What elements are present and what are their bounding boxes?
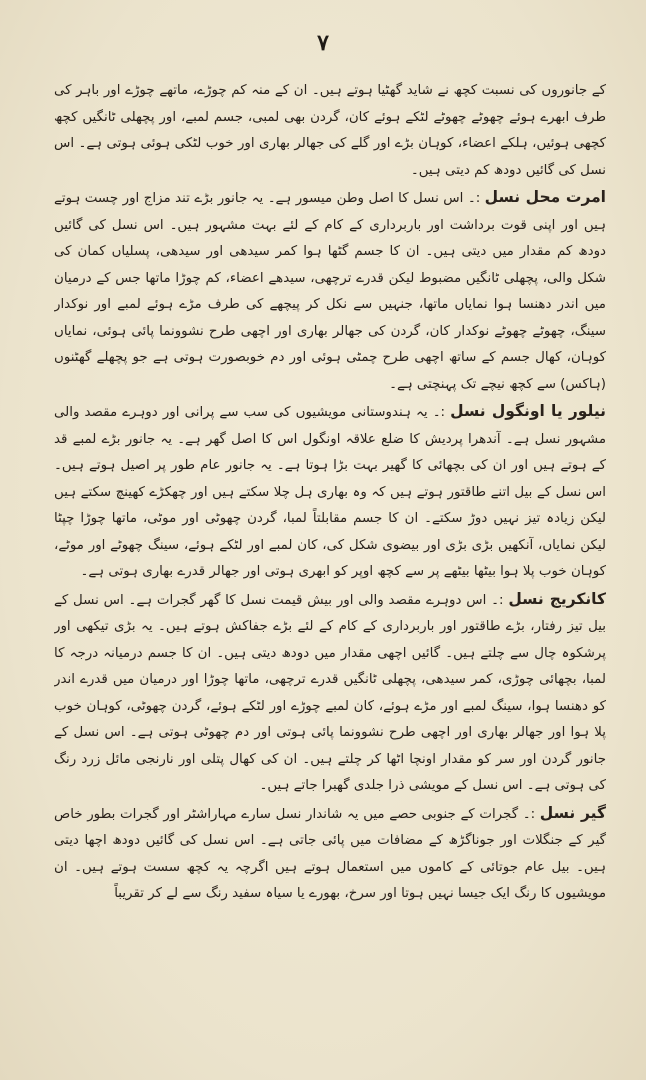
paragraph-nellore-ongole: نیلور یا اونگول نسل :۔ یہ ہندوستانی مویشیوں کی سب سے پرانی اور دوہرے مقصد والی مشہور نسل ہے۔ آندھرا پردیش کا ضلع علاقہ اونگول اس کا اصل گھر ہے۔ یہ جانور بڑے لمبے قد کے ہوتے ہیں اور ان کی بچھائی کا گھیر بہت بڑا ہوتا ہے۔ یہ جانور عام طور پر اصیل ہوتے ہیں۔ اس نسل کے بیل اتنے طاقتور ہوتے ہیں کہ وہ بھاری ہل چلا سکتے ہیں اور چھکڑے کھینچ سکتے ہیں لیکن زیادہ تیز نہیں دوڑ سکتے۔ ان کا جسم مقابلتاً لمبا، گردن چھوٹی اور موٹی، ماتھا چوڑا چپٹا لیکن نمایاں، آنکھیں بڑی بڑی اور بیضوی شکل کی، کان لمبے اور لٹکے ہوئے، سینگ چھوٹے اور موٹے، کوہان خوب پلا ہوا بیٹھا بیٹھے پر سے کچھ اوپر کو ابھری ہوتی اور جھالر قدرے بھاری ہوتی ہے۔: [54, 402, 606, 579]
paragraph-nellore-ongole-text: یہ ہندوستانی مویشیوں کی سب سے پرانی اور دوہرے مقصد والی مشہور نسل ہے۔ آندھرا پردیش کا ضلع علاقہ اونگول اس کا اصل گھر ہے۔ یہ جانور بڑے لمبے قد کے ہوتے ہیں اور ان کی بچھائی کا گھیر بہت بڑا ہوتا ہے۔ یہ جانور عام طور پر اصیل ہوتے ہیں۔ اس نسل کے بیل اتنے طاقتور ہوتے ہیں کہ وہ بھاری ہل چلا سکتے ہیں اور چھکڑے کھینچ سکتے ہیں لیکن زیادہ تیز نہیں دوڑ سکتے۔ ان کا جسم مقابلتاً لمبا، گردن چھوٹی اور موٹی، ماتھا چوڑا چپٹا لیکن نمایاں، آنکھیں بڑی بڑی اور بیضوی شکل کی، کان لمبے اور لٹکے ہوئے، سینگ چھوٹے اور موٹے، کوہان خوب پلا ہوا بیٹھا بیٹھے پر سے کچھ اوپر کو ابھری ہوتی اور جھالر قدرے بھاری ہوتی ہے۔: [54, 405, 606, 579]
paragraph-intro-text: کے جانوروں کی نسبت کچھ نے شاید گھٹیا ہوتے ہیں۔ ان کے منہ کم چوڑے، ماتھے چوڑے اور باہر کی طرف ابھرے ہوئے چھوٹے چھوٹے لٹکے ہوئے کان، گردن بھی لمبی، جسم لمبے، اور پچھلی ٹانگیں کچھ کچھی ہوئیں، ہلکے اعضاء، کوہان بڑے اور گلے کی جھالر بھاری اور خوب لٹکی ہوئی ہوتی ہے۔ اس نسل کی گائیں دودھ کم دیتی ہیں۔: [54, 83, 606, 178]
page-number: ۷: [317, 30, 329, 56]
paragraph-intro: [54, 78, 606, 184]
paragraph-gir-text: گجرات کے جنوبی حصے میں یہ شاندار نسل سارے مہاراشٹر اور گجرات بطور خاص گیر کے جنگلات اور جوناگڑھ کے مضافات میں پائی جاتی ہے۔ اس نسل کی گائیں دودھ اچھا دیتی ہیں۔ بیل عام جوتائی کے کاموں میں استعمال ہوتے ہیں اگرچہ یہ کچھ سست ہوتے ہیں۔ ان مویشیوں کا رنگ ایک جیسا نہیں ہوتا اور سرخ، بھورے یا سیاہ سفید رنگ سے لے کر تقریباً: [54, 806, 606, 901]
paragraph-kankrej: کانکریج نسل :۔ اس دوہرے مقصد والی اور بیش قیمت نسل کا گھر گجرات ہے۔ اس نسل کے بیل تیز رفتار، بڑے طاقتور اور باربرداری کے کام کے لئے بڑے جفاکش ہوتے ہیں۔ یہ بڑی تیکھی اور پرشکوہ چال سے چلتے ہیں۔ گائیں اچھی مقدار میں دودھ دیتی ہیں۔ ان کا جسم درمیانہ درجہ کا لمبا، بچھائی چوڑی، کمر سیدھی، پچھلی ٹانگیں قدرے ترچھی، ماتھا چوڑا اور درمیان میں قدرے اندر کو دھنسا ہوا، سینگ لمبے اور مڑے ہوئے، کان لمبے چوڑے اور لٹکے ہوئے، گردن چھوٹی، کوہان خوب پلا ہوا اور جھالر بھاری اور اچھی طرح نشوونما پائی ہوتی اور دم چھوٹی ہوتی ہے۔ اس نسل کے جانور گردن اور سر کو مقدار اونچا اٹھا کر چلتے ہیں۔ ان کی کھال پتلی اور نارنجی مائل زرد رنگ کی ہوتی ہے۔ اس نسل کے مویشی ذرا جلدی گھبرا جاتے ہیں۔: [54, 589, 606, 793]
heading-nellore-ongole: نیلور یا اونگول نسل: [450, 402, 606, 420]
paragraph-gir: گیر نسل :۔ گجرات کے جنوبی حصے میں یہ شاندار نسل سارے مہاراشٹر اور گجرات بطور خاص گیر کے جنگلات اور جوناگڑھ کے مضافات میں پائی جاتی ہے۔ اس نسل کی گائیں دودھ اچھا دیتی ہیں۔ بیل عام جوتائی کے کاموں میں استعمال ہوتے ہیں اگرچہ یہ کچھ سست ہوتے ہیں۔ ان مویشیوں کا رنگ ایک جیسا نہیں ہوتا اور سرخ، بھورے یا سیاہ سفید رنگ سے لے کر تقریباً: [54, 803, 606, 901]
heading-kankrej: کانکریج نسل: [508, 589, 606, 608]
paragraph-amrit-mahal-text: اس نسل کا اصل وطن میسور ہے۔ یہ جانور بڑے تند مزاج اور چست ہوتے ہیں اور اپنی قوت برداشت اور باربرداری کے کام کے لئے بہت مشہور ہیں۔ اس نسل کی گائیں دودھ کم مقدار میں دیتی ہیں۔ ان کا جسم گٹھا ہوا کمر سیدھی اور سیدھی، پسلیاں کمان کی شکل والی، پچھلی ٹانگیں مضبوط لیکن قدرے ترچھی، سیدھے اعضاء، کم چوڑا ماتھا جس کے درمیان میں اندر دھنسا ہوا نمایاں ماتھا، جنہیں سے نکل کر پیچھے کی طرف مڑے ہوئے لمبے اور نوکدار سینگ، چھوٹے چھوٹے نوکدار کان، گردن کی جھالر بھاری اور اچھی طرح نشوونما پائی ہوئی، نمایاں کوہان، کھال جسم کے ساتھ اچھی طرح چمٹی ہوئی اور دم خوبصورت ہوتی ہے جو پچھلے گھٹنوں (ہاکس) سے کچھ نیچے تک پہنچتی ہے۔: [54, 191, 606, 392]
heading-amrit-mahal: امرت محل نسل: [484, 188, 606, 206]
paragraph-kankrej-text: اس دوہرے مقصد والی اور بیش قیمت نسل کا گھر گجرات ہے۔ اس نسل کے بیل تیز رفتار، بڑے طاقتور اور باربرداری کے کام کے لئے بڑے جفاکش ہوتے ہیں۔ یہ بڑی تیکھی اور پرشکوہ چال سے چلتے ہیں۔ گائیں اچھی مقدار میں دودھ دیتی ہیں۔ ان کا جسم درمیانہ درجہ کا لمبا، بچھائی چوڑی، کمر سیدھی، پچھلی ٹانگیں قدرے ترچھی، ماتھا چوڑا اور درمیان میں قدرے اندر کو دھنسا ہوا، سینگ لمبے اور مڑے ہوئے، کان لمبے چوڑے اور لٹکے ہوئے، گردن چھوٹی، کوہان خوب پلا ہوا اور جھالر بھاری اور اچھی طرح نشوونما پائی ہوتی اور دم چھوٹی ہوتی ہے۔ اس نسل کے جانور گردن اور سر کو مقدار اونچا اٹھا کر چلتے ہیں۔ ان کی کھال پتلی اور نارنجی مائل زرد رنگ کی ہوتی ہے۔ اس نسل کے مویشی ذرا جلدی گھبرا جاتے ہیں۔: [54, 592, 606, 793]
page-body: [54, 78, 606, 1063]
heading-gir: گیر نسل: [539, 803, 606, 822]
paragraph-amrit-mahal: امرت محل نسل :۔ اس نسل کا اصل وطن میسور ہے۔ یہ جانور بڑے تند مزاج اور چست ہوتے ہیں اور اپنی قوت برداشت اور باربرداری کے کام کے لئے بہت مشہور ہیں۔ اس نسل کی گائیں دودھ کم مقدار میں دیتی ہیں۔ ان کا جسم گٹھا ہوا کمر سیدھی اور سیدھی، پسلیاں کمان کی شکل والی، پچھلی ٹانگیں مضبوط لیکن قدرے ترچھی، سیدھے اعضاء، کم چوڑا ماتھا جس کے درمیان میں اندر دھنسا ہوا نمایاں ماتھا، جنہیں سے نکل کر پیچھے کی طرف مڑے ہوئے لمبے اور نوکدار سینگ، چھوٹے چھوٹے نوکدار کان، گردن کی جھالر بھاری اور اچھی طرح نشوونما پائی ہوئی، نمایاں کوہان، کھال جسم کے ساتھ اچھی طرح چمٹی ہوئی اور دم خوبصورت ہوتی ہے جو پچھلے گھٹنوں (ہاکس) سے کچھ نیچے تک پہنچتی ہے۔: [54, 188, 606, 392]
